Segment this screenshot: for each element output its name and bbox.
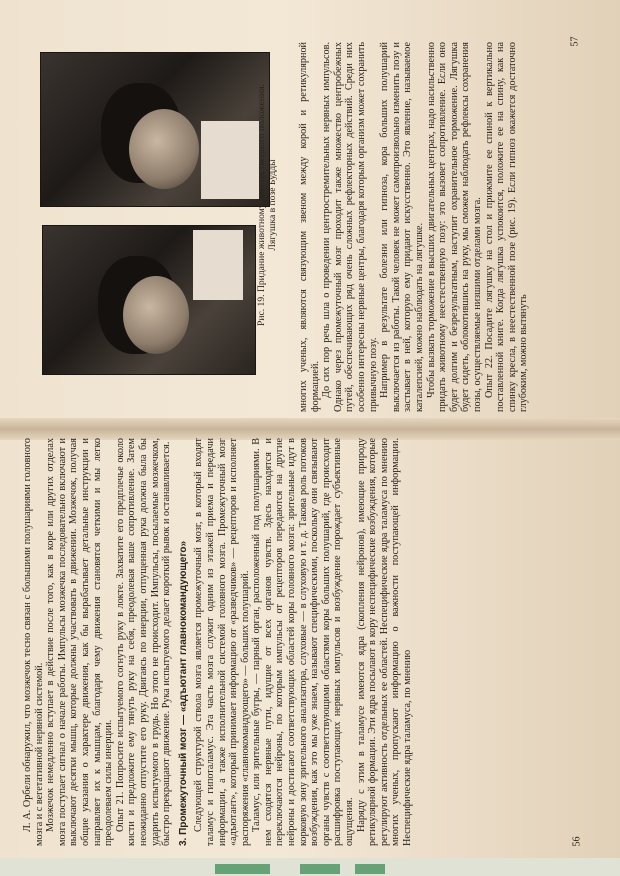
caption-line-1: Рис. 19. Придание животному неестественного положения. [256, 84, 267, 326]
paragraph: Опыт 22. Посадите лягушку на стол и прижмите ее спиной к вертикально поставленной книге. Когда лягушка успокоится, положите ее на спину, как на спинку кресла, в неестественной позе (рис. 19). Если гипноз окажется достаточно глубоким, можно вытянуть [483, 42, 530, 412]
paragraph: Следующей структурой ствола мозга является промежуточный мозг, в который входят таламус и гипоталамус. Эта часть мозга служит одним из этажей приема и передачи информации, а также исполнительной системой головного мозга. Промежуточный мозг «адъютант», который принимает информацию от «разведчиков» — рецепторов и исполняет распоряжения «главнокомандующего» — больших полушарий. [193, 438, 251, 846]
paragraph: До сих пор речь шла о проведении центростремительных нервных импульсов. Однако через промежуточный мозг проходит также множество центробежных путей, обеспечивающих ряд очень сложных рефлекторных действий. Среди них особенно интересны нервные центры, благодаря которым организм может сохранить привычную позу. [321, 42, 379, 412]
upper-page-text [298, 42, 576, 412]
paragraph: Например в результате болезни или гипноза, кора больших полушарий выключается из работы. Такой человек не может самопроизвольно изменить позу и застывает в ней, которую ему придают искусственно. Это явление, называемое каталепсией, можно наблюдать на лягушке. [379, 42, 425, 412]
figure-photo-left [42, 225, 256, 375]
paragraph: Опыт 21. Попросите испытуемого согнуть руку в локте. Захватите его предплечье около кисти и предложите ему тянуть руку на себя, преодолевая ваше сопротивление. Затем неожиданно отпустите его руку. Двигаясь по инерции, отпущенная рука должна была бы ударить испытуемого в грудь. Но этого не происходит. Импульсы, посылаемые мозжечком, быстро прекращают движение. Рука испытуемого делает короткий рывок и останавливается. [114, 438, 173, 846]
figure-photo-right [40, 52, 270, 207]
section-heading: 3. Промежуточный мозг — «адъютант главнокомандующего» [177, 540, 189, 846]
paragraph: Чтобы вызвать торможение в высших двигательных центрах, надо насильственно придать животному неестественную позу: это вызовет сопротивление. Если оно будет долгим и безрезультатным, наступит охранительное торможение. Лягушка будет сидеть, облокотившись на руку, мы сможем наблюдать рефлексы сохранения позы, осуществляемые низшими отделами мозга. [425, 42, 483, 412]
figure-caption [256, 40, 278, 370]
green-edge-mark [215, 864, 270, 874]
paragraph: многих ученых, являются связующим звеном между корой и ретикулярной формацией. [298, 42, 321, 412]
paragraph: Л. А. Орбели обнаружил, что мозжечок тесно связан с большими полушариями головного мозга и с вегетативной нервной системой. [22, 438, 45, 846]
lower-page-text [22, 438, 572, 846]
paragraph: Таламус, или зрительные бугры, — парный орган, расположенный под полушариями. В нем сходятся нервные пути, идущие от всех органов чувств. Здесь находятся и переключаются нейроны, по которым импульсы от рецепторов передаются на другие нейроны и достигают соответствующих областей коры головного мозга: зрительные идут в корковую зону зрительного анализатора, слуховые — в слуховую и т. д. Такова роль потоков возбуждения, как это мы уже знаем, называют специфическими, поскольку они связывают органы чувств с соответствующими областями коры больших полушарий, где происходит расшифровка поступающих нервных импульсов и возбуждение порождает субъективные ощущения. [251, 438, 356, 846]
green-edge-mark [355, 864, 385, 874]
caption-line-2: Лягушка в позе Будды [267, 159, 278, 251]
book-gutter [0, 418, 620, 440]
green-edge-mark [300, 864, 340, 874]
page-number-lower: 56 [571, 836, 583, 847]
paragraph: Наряду с этим в таламусе имеются ядра (скопления нейронов), имеющие природу ретикулярной формации. Эти ядра посылают в кору неспецифические возбуждения, которые регулируют активность отдельных ее областей. Неспецифические ядра таламуса по мнению многих ученых, пропускают информацию о важности поступающей информации. Неспецифические ядра таламуса, по мнению [355, 438, 413, 846]
page-number-upper: 57 [569, 36, 581, 47]
paragraph: Мозжечок немедленно вступает в действие после того, как в коре или других отделах мозга поступает сигнал о начале работы. Импульсы мозжечка последовательно включают и выключают десятки мышц, которые должны участвовать в движении. Мозжечок, получая общие указания о характере движения, как бы вырабатывает детальные инструкции и направляет их к мышцам, благодаря чему движения становятся четкими и мы легко преодолеваем силы инерции. [45, 438, 115, 846]
